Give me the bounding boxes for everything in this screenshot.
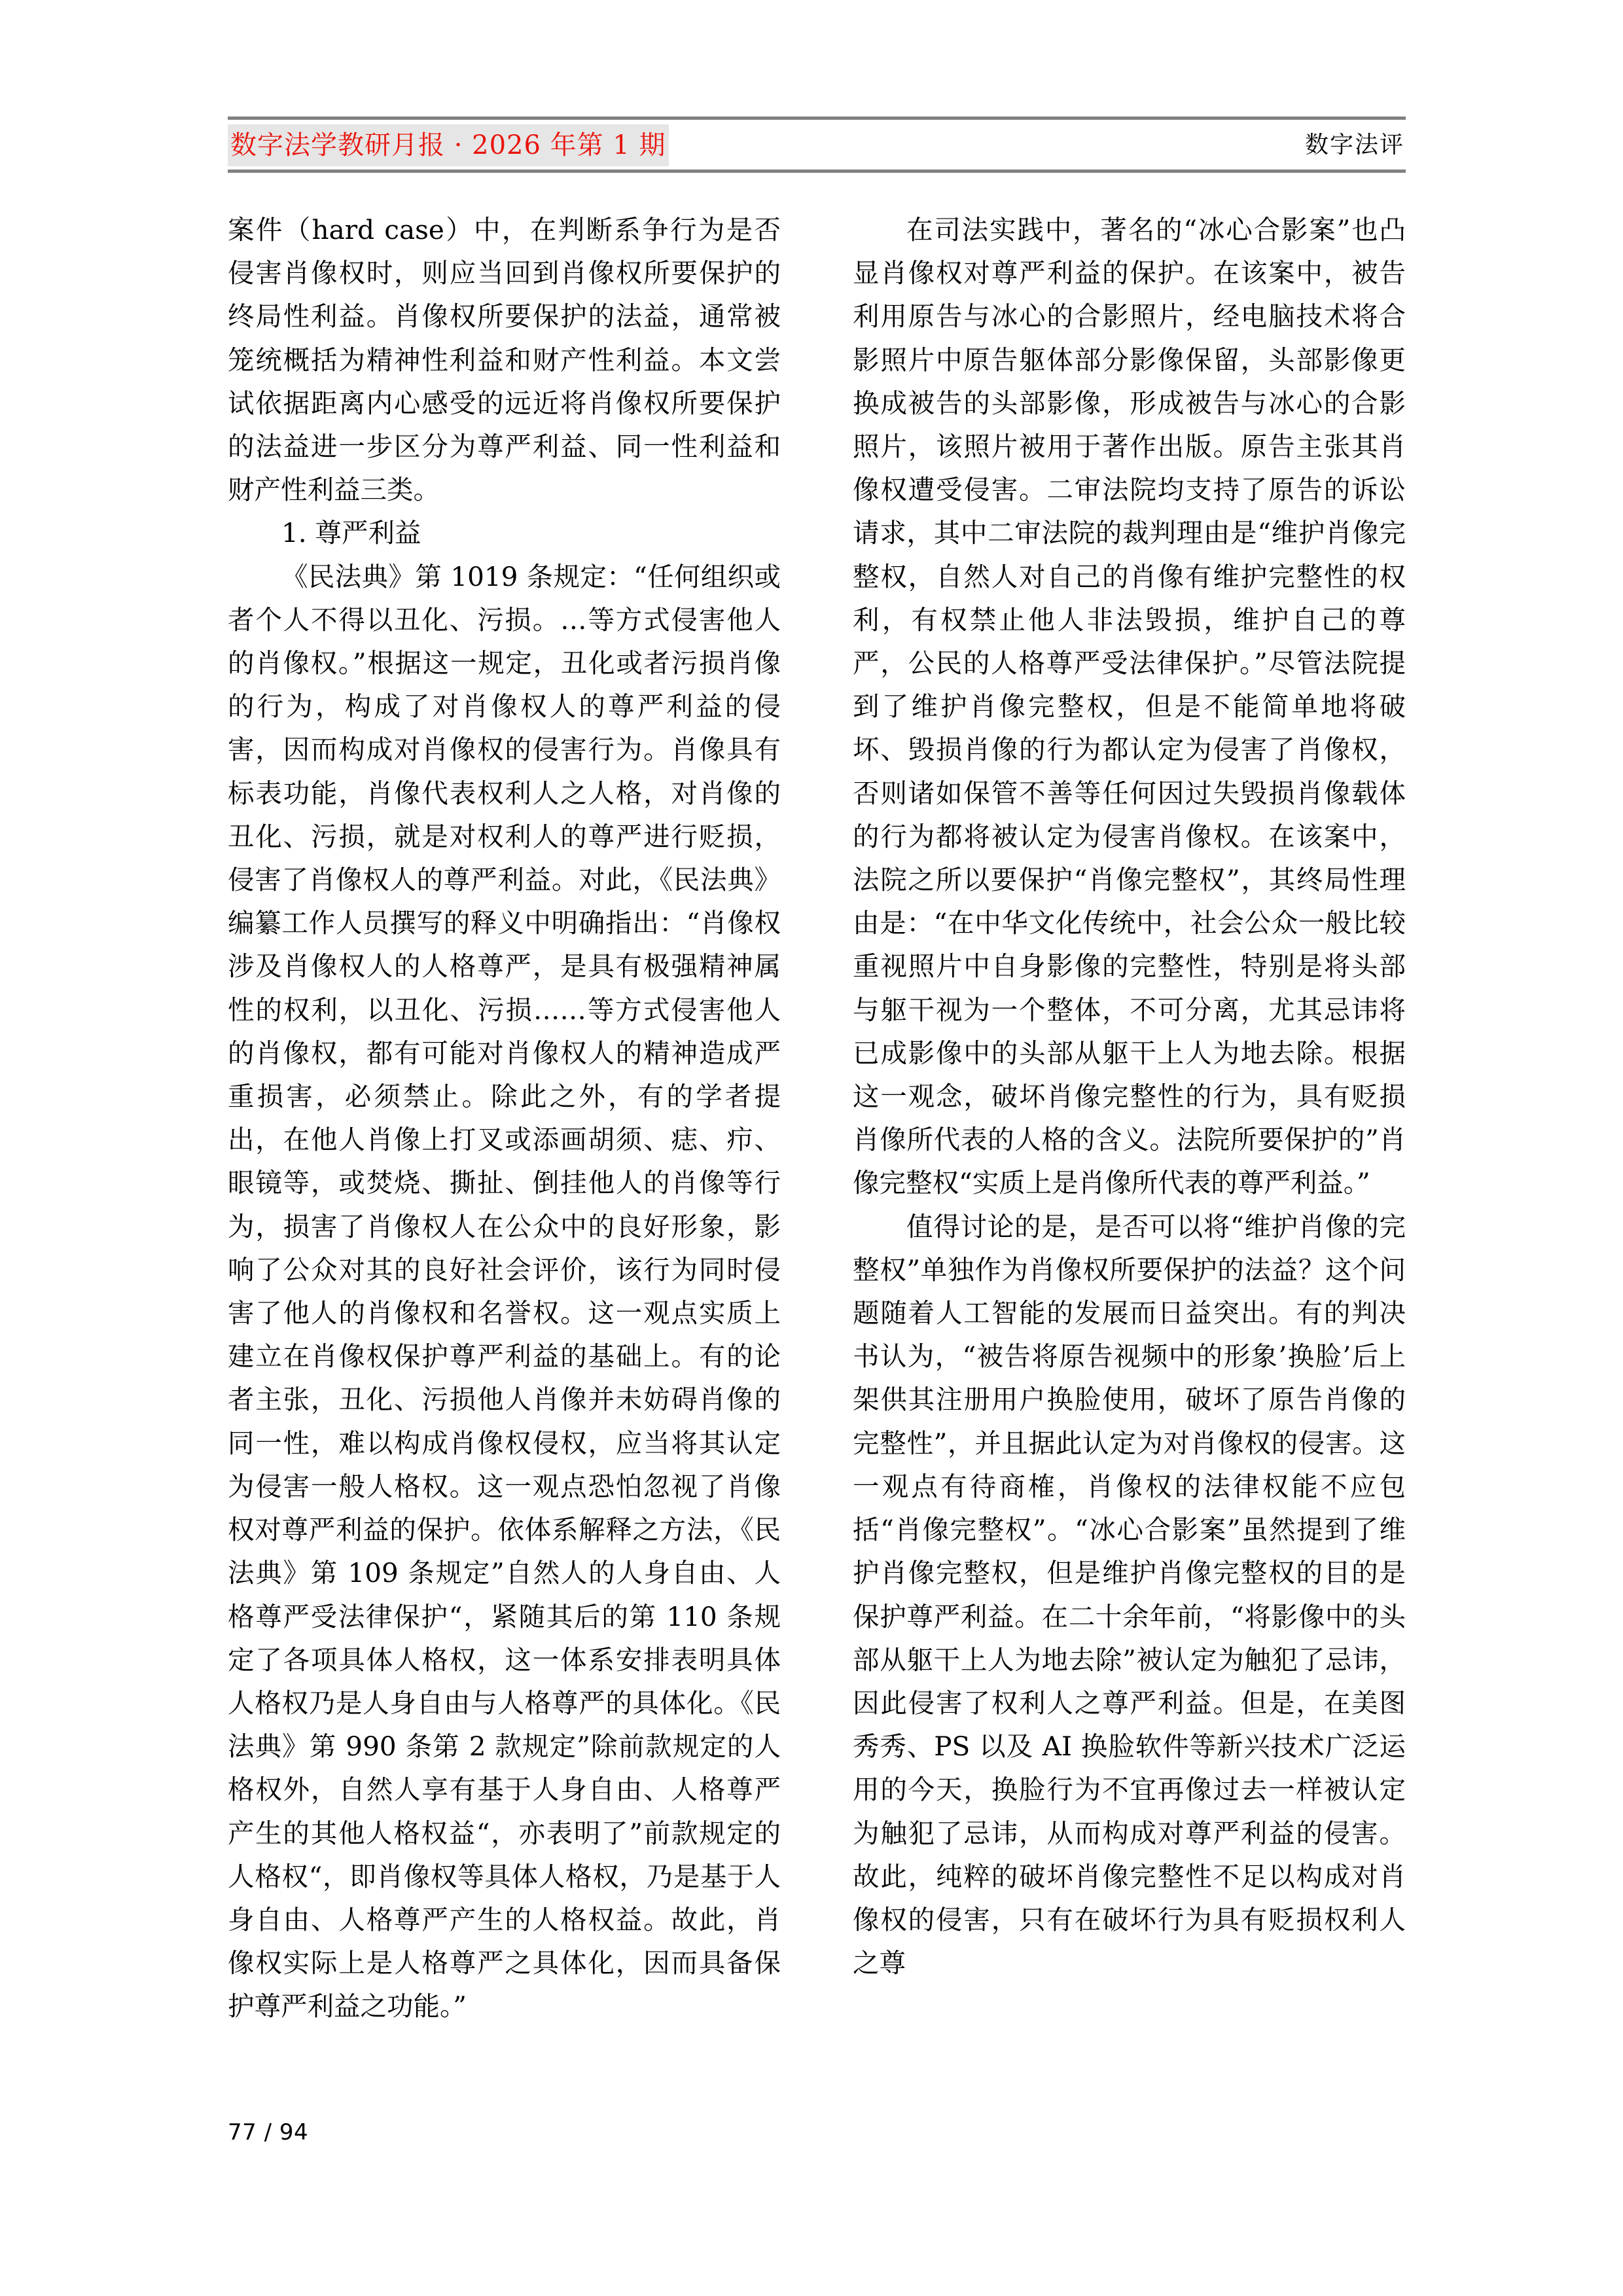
paragraph-portrait-integrity-discussion: 值得讨论的是，是否可以将“维护肖像的完整权”单独作为肖像权所要保护的法益？这个问题随着人工智能的发展而日益突出。有的判决书认为，“被告将原告视频中的形象’换脸’后上架供其注册用户换脸使用，破坏了原告肖像的完整性”，并且据此认定为对肖像权的侵害。这一观点有待商榷，肖像权的法律权能不应包括“肖像完整权”。“冰心合影案”虽然提到了维护肖像完整权，但是维护肖像完整权的目的是保护尊严利益。在二十余年前，“将影像中的头部从躯干上人为地去除”被认定为触犯了忌讳，因此侵害了权利人之尊严利益。但是，在美图秀秀、PS 以及 AI 换脸软件等新兴技术广泛运用的今天，换脸行为不宜再像过去一样被认定为触犯了忌讳，从而构成对尊严利益的侵害。故此，纯粹的破坏肖像完整性不足以构成对肖像权的侵害，只有在破坏行为具有贬损权利人之尊 <box>853 1210 1406 1979</box>
running-head <box>228 117 1406 173</box>
paragraph-bingxin-case: 在司法实践中，著名的“冰心合影案”也凸显肖像权对尊严利益的保护。在该案中，被告利用原告与冰心的合影照片，经电脑技术将合影照片中原告躯体部分影像保留，头部影像更换成被告的头部影像，形成被告与冰心的合影照片，该照片被用于著作出版。原告主张其肖像权遭受侵害。二审法院均支持了原告的诉讼请求，其中二审法院的裁判理由是“维护肖像完整权，自然人对自己的肖像有维护完整性的权利，有权禁止他人非法毁损，维护自己的尊严，公民的人格尊严受法律保护。”尽管法院提到了维护肖像完整权，但是不能简单地将破坏、毁损肖像的行为都认定为侵害了肖像权，否则诸如保管不善等任何因过失毁损肖像载体的行为都将被认定为侵害肖像权。在该案中，法院之所以要保护“肖像完整权”，其终局性理由是：“在中华文化传统中，社会公众一般比较重视照片中自身影像的完整性，特别是将头部与躯干视为一个整体，不可分离，尤其忌讳将已成影像中的头部从躯干上人为地去除。根据这一观念，破坏肖像完整性的行为，具有贬损肖像所代表的人格的含义。法院所要保护的”肖像完整权“实质上是肖像所代表的尊严利益。” <box>853 214 1406 1199</box>
right-column <box>853 208 1406 2060</box>
section-heading-dignity-interest: 1. 尊严利益 <box>281 517 421 549</box>
body-columns <box>228 208 1406 2060</box>
paragraph-civil-code-1019: 《民法典》第 1019 条规定：“任何组织或者个人不得以丑化、污损。…等方式侵害他人的肖像权。”根据这一规定，丑化或者污损肖像的行为，构成了对肖像权人的尊严利益的侵害，因而构成对肖像权的侵害行为。肖像具有标表功能，肖像代表权利人之人格，对肖像的丑化、污损，就是对权利人的尊严进行贬损，侵害了肖像权人的尊严利益。对此，《民法典》编纂工作人员撰写的释义中明确指出：“肖像权涉及肖像权人的人格尊严，是具有极强精神属性的权利，以丑化、污损……等方式侵害他人的肖像权，都有可能对肖像权人的精神造成严重损害，必须禁止。除此之外，有的学者提出，在他人肖像上打叉或添画胡须、痣、疖、眼镜等，或焚烧、撕扯、倒挂他人的肖像等行为，损害了肖像权人在公众中的良好形象，影响了公众对其的良好社会评价，该行为同时侵害了他人的肖像权和名誉权。这一观点实质上建立在肖像权保护尊严利益的基础上。有的论者主张，丑化、污损他人肖像并未妨碍肖像的同一性，难以构成肖像权侵权，应当将其认定为侵害一般人格权。这一观点恐怕忽视了肖像权对尊严利益的保护。依体系解释之方法，《民法典》第 109 条规定”自然人的人身自由、人格尊严受法律保护“，紧随其后的第 110 条规定了各项具体人格权，这一体系安排表明具体人格权乃是人身自由与人格尊严的具体化。《民法典》第 990 条第 2 款规定”除前款规定的人格权外，自然人享有基于人身自由、人格尊严产生的其他人格权益“，亦表明了”前款规定的人格权“，即肖像权等具体人格权，乃是基于人身自由、人格尊严产生的人格权益。故此，肖像权实际上是人格尊严之具体化，因而具备保护尊严利益之功能。” <box>228 560 781 2022</box>
left-column <box>228 208 781 2060</box>
page-footer <box>228 2119 1406 2145</box>
running-head-rule-top <box>228 117 1406 120</box>
journal-section-title: 数字法评 <box>1304 131 1404 158</box>
page-number: 77 / 94 <box>228 2119 309 2145</box>
journal-title: 数字法学教研月报 · 2026 年第 1 期 <box>228 124 669 166</box>
running-head-content <box>228 123 1406 167</box>
paragraph-continued: 案件（hard case）中，在判断系争行为是否侵害肖像权时，则应当回到肖像权所要保护的终局性利益。肖像权所要保护的法益，通常被笼统概括为精神性利益和财产性利益。本文尝试依据距离内心感受的远近将肖像权所要保护的法益进一步区分为尊严利益、同一性利益和财产性利益三类。 <box>228 214 781 506</box>
running-head-rule-bottom <box>228 170 1406 173</box>
